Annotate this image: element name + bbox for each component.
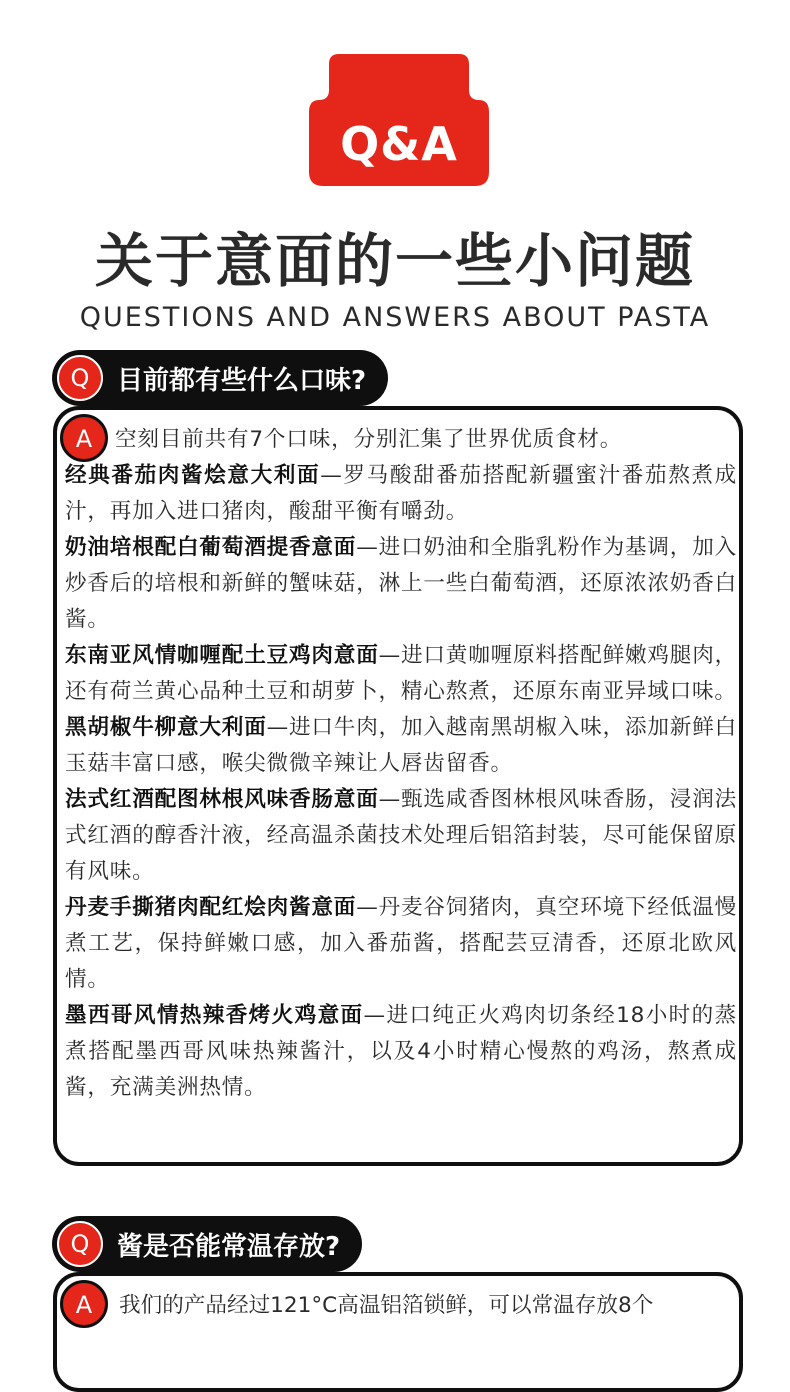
flavor-item: 黑胡椒牛柳意大利面—进口牛肉，加入越南黑胡椒入味，添加新鲜白玉菇丰富口感，喉尖微微辛辣让人唇齿留香。 — [65, 715, 737, 776]
flavor-desc: 罗马酸甜番茄搭配新疆蜜汁番茄熬煮成汁，再加入进口猪肉，酸甜平衡有嚼劲。 — [65, 463, 737, 524]
answer-card-2 — [53, 1272, 743, 1392]
flavor-desc: 进口奶油和全脂乳粉作为基调，加入炒香后的培根和新鲜的蟹味菇，淋上一些白葡萄酒，还原浓浓奶香白酱。 — [65, 535, 737, 632]
question-text-1: 目前都有些什么口味? — [117, 365, 367, 396]
flavor-item: 墨西哥风情热辣香烤火鸡意面—进口纯正火鸡肉切条经18小时的蒸煮搭配墨西哥风味热辣酱汁，以及4小时精心慢熬的鸡汤，熬煮成酱，充满美洲热情。 — [65, 1003, 738, 1100]
flavor-title: 丹麦手撕猪肉配红烩肉酱意面 — [65, 895, 357, 920]
flavor-item: 奶油培根配白葡萄酒提香意面—进口奶油和全脂乳粉作为基调，加入炒香后的培根和新鲜的蟹味菇，淋上一些白葡萄酒，还原浓浓奶香白酱。 — [65, 535, 737, 632]
flavor-title: 黑胡椒牛柳意大利面 — [65, 715, 267, 740]
flavor-item: 经典番茄肉酱烩意大利面—罗马酸甜番茄搭配新疆蜜汁番茄熬煮成汁，再加入进口猪肉，酸甜平衡有嚼劲。 — [65, 463, 737, 524]
flavor-title: 法式红酒配图林根风味香肠意面 — [65, 787, 379, 812]
page-title: 关于意面的一些小问题 — [94, 227, 695, 295]
qa-badge — [309, 54, 489, 186]
flavor-item: 东南亚风情咖喱配土豆鸡肉意面—进口黄咖喱原料搭配鲜嫩鸡腿肉，还有荷兰黄心品种土豆和胡萝卜，精心熬煮，还原东南亚异域口味。 — [65, 643, 737, 704]
answer-card-1 — [53, 406, 743, 1166]
flavor-desc: 甄选咸香图林根风味香肠，浸润法式红酒的醇香汁液，经高温杀菌技术处理后铝箔封装，尽可能保留原有风味。 — [65, 787, 737, 884]
flavor-title: 经典番茄肉酱烩意大利面 — [65, 463, 321, 488]
question-text-2: 酱是否能常温存放? — [117, 1231, 341, 1262]
flavor-title: 东南亚风情咖喱配土豆鸡肉意面 — [65, 643, 379, 668]
q-marker: Q — [57, 1221, 103, 1267]
question-pill-2 — [52, 1216, 362, 1272]
qa-badge-label: Q&A — [340, 117, 458, 171]
answer-text-2: 我们的产品经过121°C高温铝箔锁鲜，可以常温存放8个 — [119, 1293, 654, 1318]
flavor-desc: 丹麦谷饲猪肉，真空环境下经低温慢煮工艺，保持鲜嫩口感，加入番茄酱，搭配芸豆清香，还原北欧风情。 — [65, 895, 737, 992]
flavor-item: 丹麦手撕猪肉配红烩肉酱意面—丹麦谷饲猪肉，真空环境下经低温慢煮工艺，保持鲜嫩口感，加入番茄酱，搭配芸豆清香，还原北欧风情。 — [65, 895, 737, 992]
flavor-title: 奶油培根配白葡萄酒提香意面 — [65, 535, 357, 560]
page-subtitle: QUESTIONS AND ANSWERS ABOUT PASTA — [79, 302, 711, 333]
a-marker: A — [60, 414, 108, 462]
flavor-desc: 进口纯正火鸡肉切条经18小时的蒸煮搭配墨西哥风味热辣酱汁，以及4小时精心慢熬的鸡汤，熬煮成酱，充满美洲热情。 — [65, 1003, 738, 1100]
flavor-title: 墨西哥风情热辣香烤火鸡意面 — [65, 1003, 364, 1028]
question-pill-1 — [52, 350, 388, 406]
a-marker: A — [60, 1280, 108, 1328]
q-marker: Q — [57, 355, 103, 401]
answer-body-1 — [65, 422, 737, 1106]
flavor-desc: 进口牛肉，加入越南黑胡椒入味，添加新鲜白玉菇丰富口感，喉尖微微辛辣让人唇齿留香。 — [65, 715, 737, 776]
answer-intro: 空刻目前共有7个口味，分别汇集了世界优质食材。 — [115, 427, 623, 452]
flavor-desc: 进口黄咖喱原料搭配鲜嫩鸡腿肉，还有荷兰黄心品种土豆和胡萝卜，精心熬煮，还原东南亚异域口味。 — [65, 643, 737, 704]
flavor-item: 法式红酒配图林根风味香肠意面—甄选咸香图林根风味香肠，浸润法式红酒的醇香汁液，经高温杀菌技术处理后铝箔封装，尽可能保留原有风味。 — [65, 787, 737, 884]
